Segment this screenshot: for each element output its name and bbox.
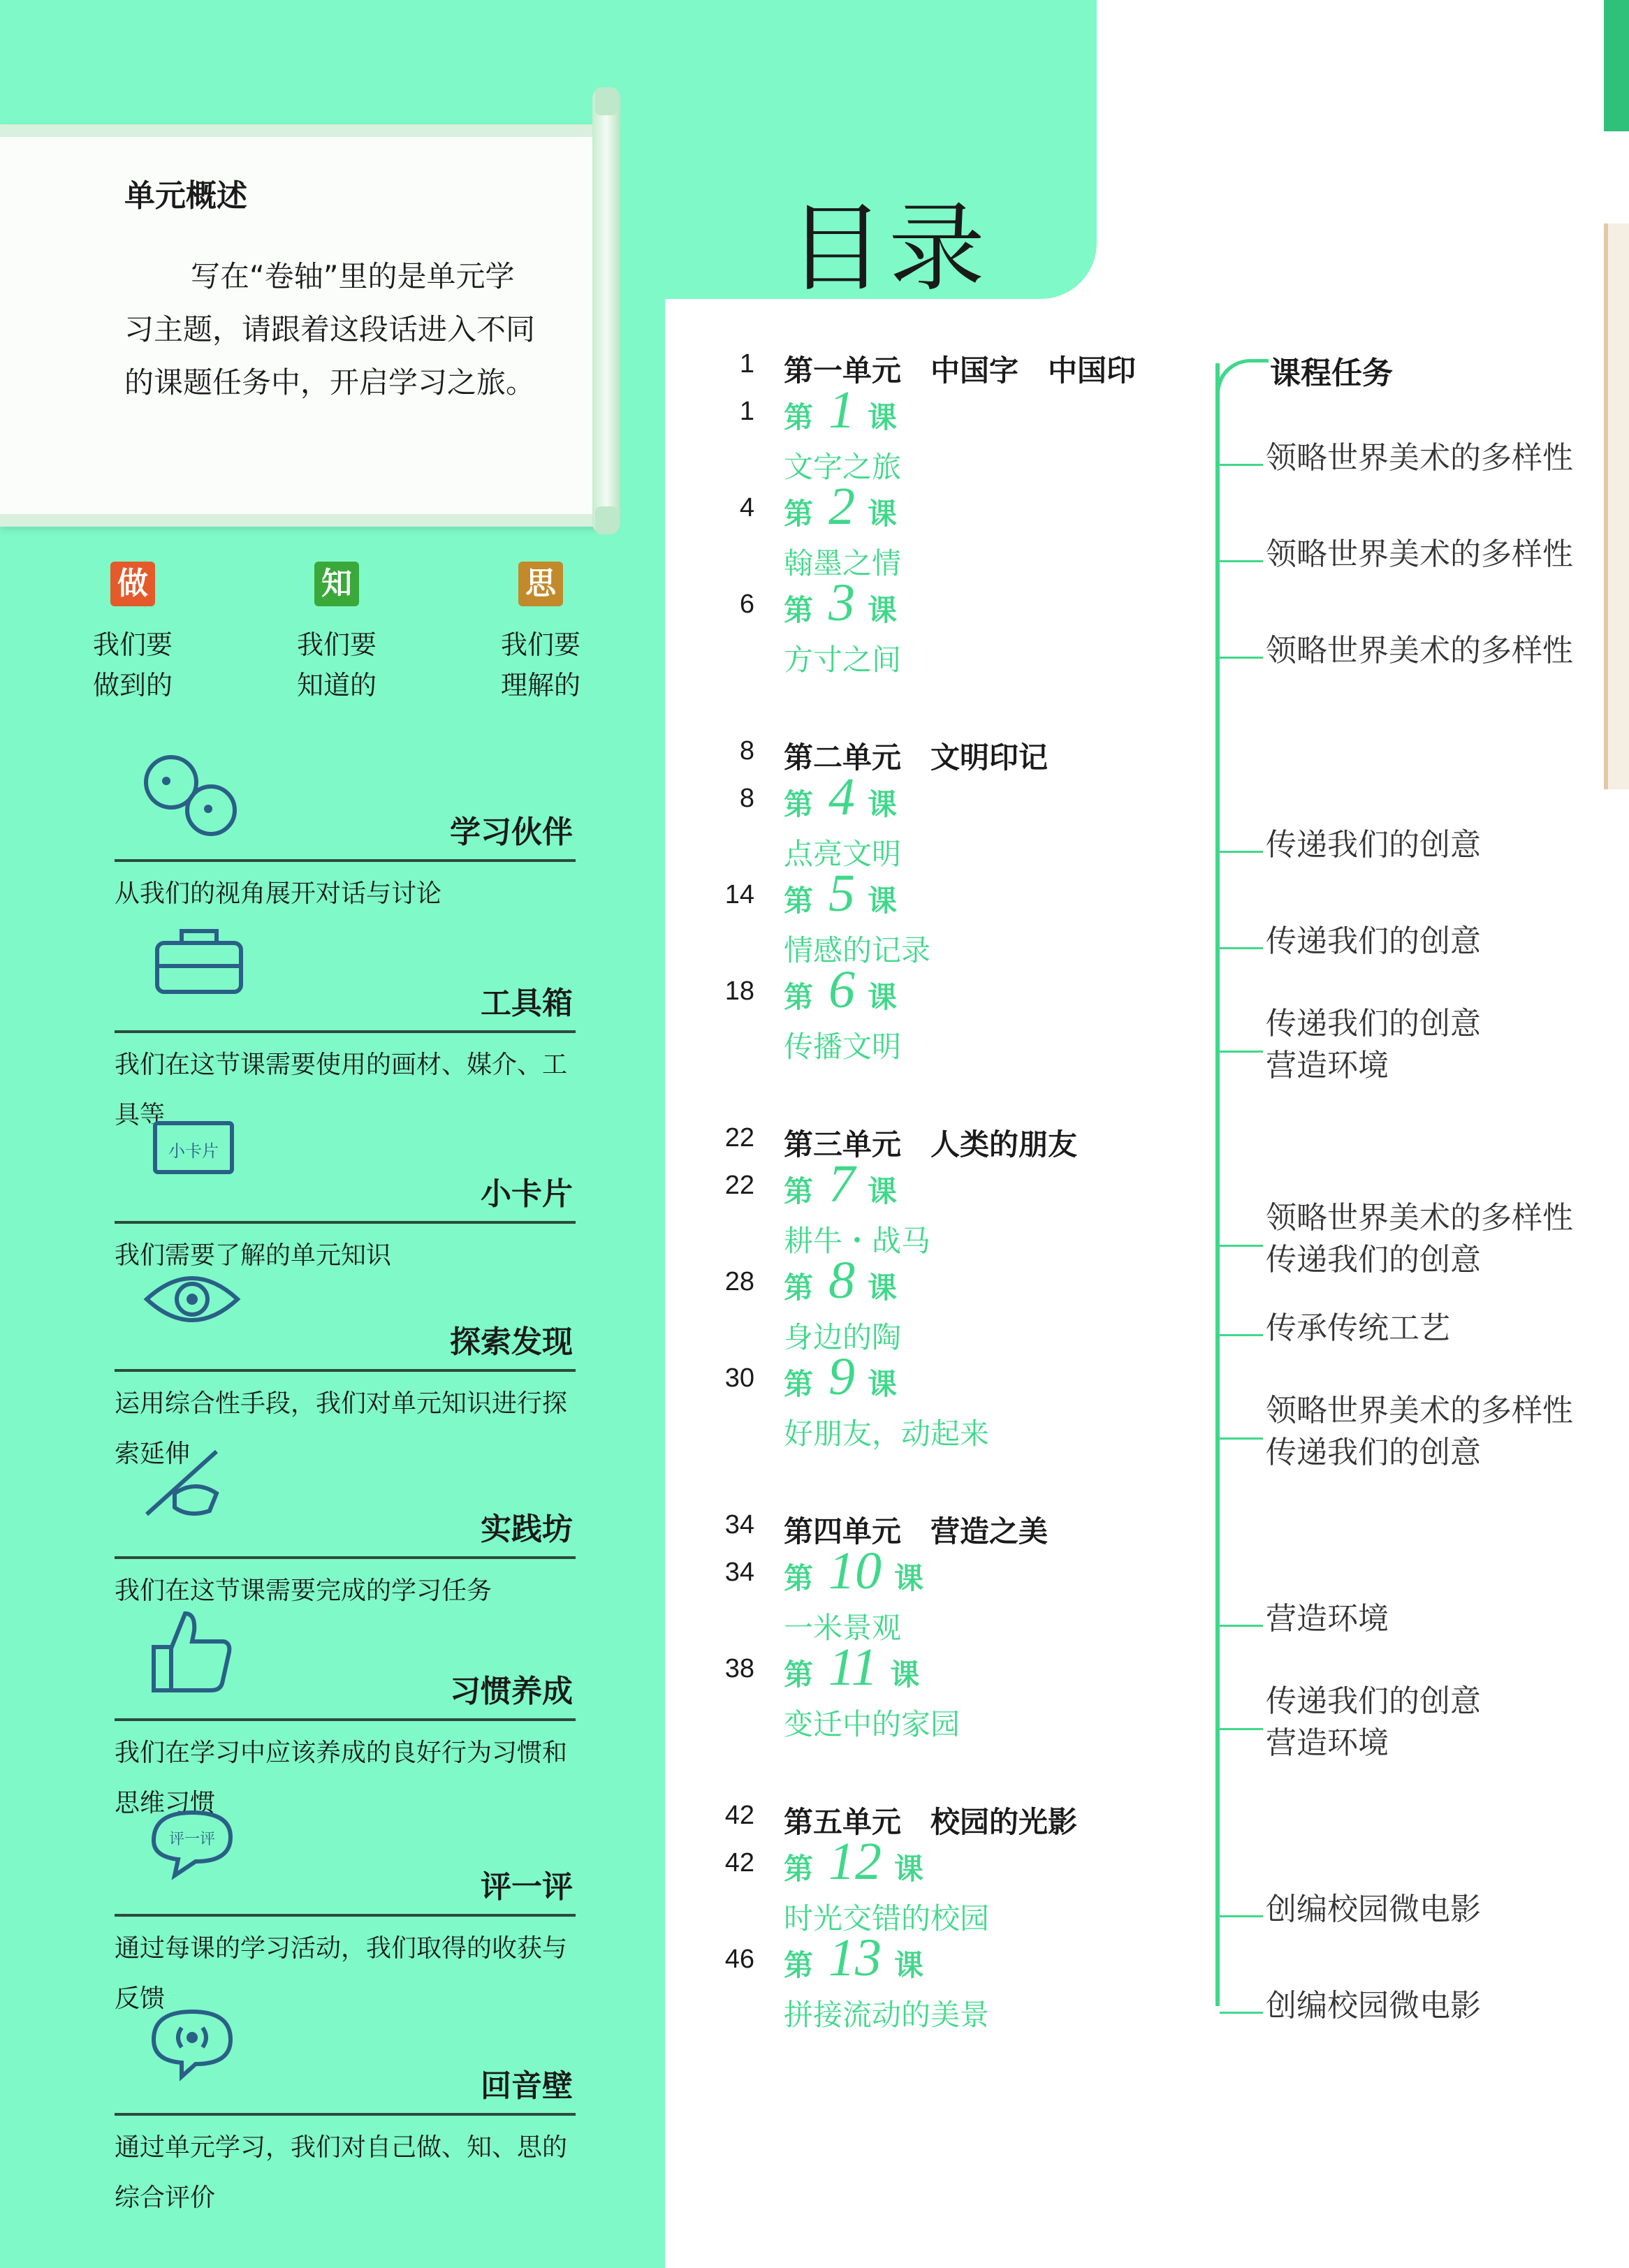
small-card-icon <box>133 1102 244 1200</box>
svg-text:评一评: 评一评 <box>168 1831 216 1848</box>
task-item: 传递我们的创意 <box>1266 1006 1481 1041</box>
lesson-suffix: 课 <box>894 1561 924 1595</box>
task-item: 领略世界美术的多样性 <box>1266 633 1573 668</box>
lesson-task <box>1266 1598 1389 1640</box>
lesson-name[interactable]: 传播文明 <box>784 1030 902 1064</box>
lesson-task <box>1266 1390 1573 1474</box>
lesson-prefix: 第 <box>784 787 814 821</box>
task-item: 创编校园微电影 <box>1266 1988 1481 2024</box>
unit-page-number: 8 <box>739 736 754 766</box>
task-connector <box>1220 1051 1263 1053</box>
legend-divider <box>115 1914 576 1917</box>
lesson-page-number: 46 <box>724 1945 754 1974</box>
lesson-heading[interactable] <box>784 1154 897 1215</box>
task-connector <box>1220 464 1263 466</box>
task-connector <box>1220 560 1263 562</box>
side-tab <box>1604 0 1629 131</box>
lesson-page-number: 14 <box>724 880 754 909</box>
lesson-page-number: 38 <box>724 1654 754 1683</box>
lesson-suffix: 课 <box>868 1174 898 1208</box>
lesson-heading[interactable] <box>784 1250 897 1311</box>
task-connector <box>1220 1728 1263 1730</box>
task-connector <box>1220 657 1263 659</box>
lesson-heading[interactable] <box>784 476 897 537</box>
unit-title[interactable]: 第二单元 文明印记 <box>784 740 1049 775</box>
scroll-rod <box>592 87 620 534</box>
legend-description: 我们在学习中应该养成的良好行为习惯和思维习惯 <box>115 1739 568 1817</box>
lesson-suffix: 课 <box>868 1367 898 1401</box>
lesson-number: 4 <box>828 768 856 826</box>
lesson-number: 12 <box>828 1832 882 1891</box>
lesson-name[interactable]: 耕牛・战马 <box>784 1224 931 1258</box>
legend-title: 学习伙伴 <box>450 814 573 850</box>
unit-page-number: 22 <box>724 1123 754 1153</box>
lesson-prefix: 第 <box>784 884 814 918</box>
lesson-suffix: 课 <box>894 1948 924 1982</box>
badge-caption: 理解的 <box>500 670 580 701</box>
task-connector <box>1220 1245 1263 1247</box>
lesson-prefix: 第 <box>784 1658 814 1692</box>
lesson-page-number: 34 <box>724 1558 754 1587</box>
lesson-number: 8 <box>828 1251 856 1310</box>
lesson-task <box>1266 1197 1573 1281</box>
legend-divider <box>115 1030 576 1033</box>
badge-caption: 做到的 <box>92 670 173 701</box>
lesson-number: 2 <box>828 477 856 536</box>
lesson-name[interactable]: 好朋友，动起来 <box>784 1417 990 1451</box>
legend-description: 运用综合性手段，我们对单元知识进行探索延伸 <box>115 1389 568 1468</box>
task-item: 传承传统工艺 <box>1266 1310 1450 1346</box>
task-item: 传递我们的创意 <box>1266 1435 1481 1470</box>
lesson-page-number: 22 <box>724 1171 754 1200</box>
task-item: 营造环境 <box>1266 1048 1389 1083</box>
lesson-page-number: 6 <box>739 590 754 619</box>
legend-divider <box>115 2113 576 2116</box>
lesson-heading[interactable] <box>784 1347 897 1407</box>
legend-title: 实践坊 <box>481 1512 573 1547</box>
lesson-page-number: 4 <box>739 493 754 522</box>
lesson-prefix: 第 <box>784 1174 814 1208</box>
badge-do-icon: 做 <box>110 562 155 606</box>
lesson-number: 1 <box>828 381 856 439</box>
lesson-task <box>1266 1308 1450 1349</box>
brush-hand-icon <box>133 1437 244 1535</box>
lesson-prefix: 第 <box>784 1271 814 1305</box>
legend-description: 我们在这节课需要完成的学习任务 <box>115 1576 492 1605</box>
legend-divider <box>115 1718 576 1721</box>
task-item: 营造环境 <box>1266 1725 1389 1761</box>
task-header: 课程任务 <box>1270 356 1393 391</box>
lesson-heading[interactable] <box>784 960 897 1020</box>
lesson-page-number: 28 <box>724 1267 754 1296</box>
task-item: 创编校园微电影 <box>1266 1892 1481 1927</box>
lesson-suffix: 课 <box>890 1658 920 1692</box>
task-item: 领略世界美术的多样性 <box>1266 440 1573 476</box>
lesson-heading[interactable] <box>784 1541 923 1602</box>
legend-description: 我们需要了解的单元知识 <box>115 1241 392 1270</box>
lesson-number: 3 <box>828 573 856 632</box>
task-connector <box>1220 1437 1263 1440</box>
lesson-prefix: 第 <box>784 593 814 627</box>
task-connector <box>1220 851 1263 853</box>
unit-page-number: 42 <box>724 1801 754 1830</box>
unit-title[interactable]: 第五单元 校园的光影 <box>784 1805 1078 1839</box>
lesson-number: 7 <box>828 1155 856 1213</box>
unit-title[interactable]: 第一单元 中国字 中国印 <box>784 353 1137 388</box>
task-connector <box>1220 2012 1263 2014</box>
legend-description: 从我们的视角展开对话与讨论 <box>115 879 442 908</box>
lesson-task <box>1266 1889 1481 1931</box>
evaluate-icon <box>133 1795 244 1893</box>
legend-title: 探索发现 <box>450 1324 573 1360</box>
lesson-number: 5 <box>828 864 856 923</box>
lesson-number: 6 <box>828 960 856 1019</box>
lesson-task <box>1266 824 1481 866</box>
legend-title: 回音壁 <box>481 2068 573 2104</box>
badge-caption: 我们要 <box>296 629 377 660</box>
unit-title[interactable]: 第四单元 营造之美 <box>784 1514 1049 1549</box>
lesson-name[interactable]: 翰墨之情 <box>784 546 902 580</box>
lesson-prefix: 第 <box>784 1367 814 1401</box>
legend-divider <box>115 1221 576 1224</box>
task-item: 传递我们的创意 <box>1266 1242 1481 1278</box>
legend-title: 习惯养成 <box>450 1674 573 1709</box>
lesson-page-number: 18 <box>724 976 754 1006</box>
badge-caption: 我们要 <box>92 629 173 660</box>
legend-divider <box>115 1369 576 1372</box>
task-item: 领略世界美术的多样性 <box>1266 1200 1573 1236</box>
badge-caption: 知道的 <box>296 670 377 701</box>
lesson-suffix: 课 <box>868 497 898 531</box>
side-strip <box>1604 224 1629 789</box>
legend-divider <box>115 1556 576 1559</box>
lesson-heading[interactable] <box>784 863 897 924</box>
lesson-name[interactable]: 身边的陶 <box>784 1320 902 1354</box>
lesson-heading[interactable] <box>784 573 897 634</box>
lesson-suffix: 课 <box>868 787 898 821</box>
badge-think-icon: 思 <box>518 562 563 606</box>
unit-page-number: 1 <box>739 349 754 379</box>
thumbs-up-icon <box>133 1600 244 1697</box>
lesson-name[interactable]: 情感的记录 <box>784 933 931 967</box>
legend-description: 通过每课的学习活动，我们取得的收获与反馈 <box>115 1934 568 2013</box>
learning-partners-icon <box>133 740 244 838</box>
task-item: 传递我们的创意 <box>1266 923 1481 959</box>
lesson-task <box>1266 534 1573 576</box>
lesson-number: 10 <box>828 1542 882 1600</box>
legend-description: 通过单元学习，我们对自己做、知、思的综合评价 <box>115 2133 568 2212</box>
lesson-prefix: 第 <box>784 1561 814 1595</box>
lesson-task <box>1266 1003 1481 1087</box>
lesson-name[interactable]: 时光交错的校园 <box>784 1901 990 1936</box>
task-item: 传递我们的创意 <box>1266 1683 1481 1719</box>
echo-wall-icon <box>133 1994 244 2092</box>
task-connector <box>1220 947 1263 949</box>
lesson-suffix: 课 <box>868 980 898 1014</box>
task-bracket-curve <box>1215 359 1269 404</box>
legend-title: 评一评 <box>481 1869 573 1905</box>
overview-text: 写在“卷轴”里的是单元学习主题，请跟着这段话进入不同的课题任务中，开启学习之旅。 <box>124 259 536 400</box>
lesson-heading[interactable] <box>784 767 897 828</box>
lesson-prefix: 第 <box>784 497 814 531</box>
task-bracket <box>1215 363 1220 2006</box>
lesson-page-number: 30 <box>724 1363 754 1393</box>
lesson-heading[interactable] <box>784 1637 919 1698</box>
lesson-heading[interactable] <box>784 1831 923 1892</box>
lesson-name[interactable]: 拼接流动的美景 <box>784 1998 990 2032</box>
lesson-name[interactable]: 方寸之间 <box>784 643 902 677</box>
lesson-prefix: 第 <box>784 980 814 1014</box>
overview-title: 单元概述 <box>124 178 247 214</box>
lesson-task <box>1266 630 1573 672</box>
unit-page-number: 34 <box>724 1510 754 1539</box>
lesson-task <box>1266 1985 1481 2027</box>
task-connector <box>1220 1915 1263 1917</box>
lesson-page-number: 8 <box>739 784 754 813</box>
task-item: 领略世界美术的多样性 <box>1266 536 1573 572</box>
legend-description: 我们在这节课需要使用的画材、媒介、工具等 <box>115 1051 568 1129</box>
lesson-name[interactable]: 一米景观 <box>784 1611 902 1645</box>
svg-text:小卡片: 小卡片 <box>168 1141 219 1161</box>
task-item: 营造环境 <box>1266 1601 1389 1637</box>
task-item: 领略世界美术的多样性 <box>1266 1393 1573 1428</box>
lesson-task <box>1266 921 1481 963</box>
unit-title[interactable]: 第三单元 人类的朋友 <box>784 1127 1078 1162</box>
page-title: 目录 <box>788 192 990 305</box>
lesson-name[interactable]: 点亮文明 <box>784 837 902 871</box>
toolbox-icon <box>133 912 244 1009</box>
lesson-heading[interactable] <box>784 1928 923 1989</box>
lesson-prefix: 第 <box>784 400 814 434</box>
lesson-page-number: 42 <box>724 1848 754 1878</box>
lesson-name[interactable]: 文字之旅 <box>784 450 902 484</box>
lesson-prefix: 第 <box>784 1852 814 1886</box>
lesson-suffix: 课 <box>868 884 898 918</box>
lesson-page-number: 1 <box>739 397 754 426</box>
lesson-suffix: 课 <box>868 1271 898 1305</box>
legend-divider <box>115 859 576 862</box>
lesson-suffix: 课 <box>868 400 898 434</box>
lesson-task <box>1266 1681 1481 1764</box>
lesson-task <box>1266 437 1573 479</box>
badge-know-icon: 知 <box>314 562 359 606</box>
lesson-name[interactable]: 变迁中的家园 <box>784 1707 960 1741</box>
task-connector <box>1220 1625 1263 1627</box>
legend-title: 工具箱 <box>481 986 573 1021</box>
eye-icon <box>133 1250 244 1348</box>
task-connector <box>1220 1334 1263 1336</box>
task-item: 传递我们的创意 <box>1266 827 1481 863</box>
lesson-heading[interactable] <box>784 380 897 441</box>
lesson-number: 11 <box>828 1638 878 1697</box>
legend-title: 小卡片 <box>481 1176 573 1212</box>
badge-caption: 我们要 <box>500 629 580 660</box>
lesson-suffix: 课 <box>894 1852 924 1886</box>
lesson-number: 9 <box>828 1347 856 1406</box>
lesson-prefix: 第 <box>784 1948 814 1982</box>
lesson-number: 13 <box>828 1929 882 1987</box>
lesson-suffix: 课 <box>868 593 898 627</box>
